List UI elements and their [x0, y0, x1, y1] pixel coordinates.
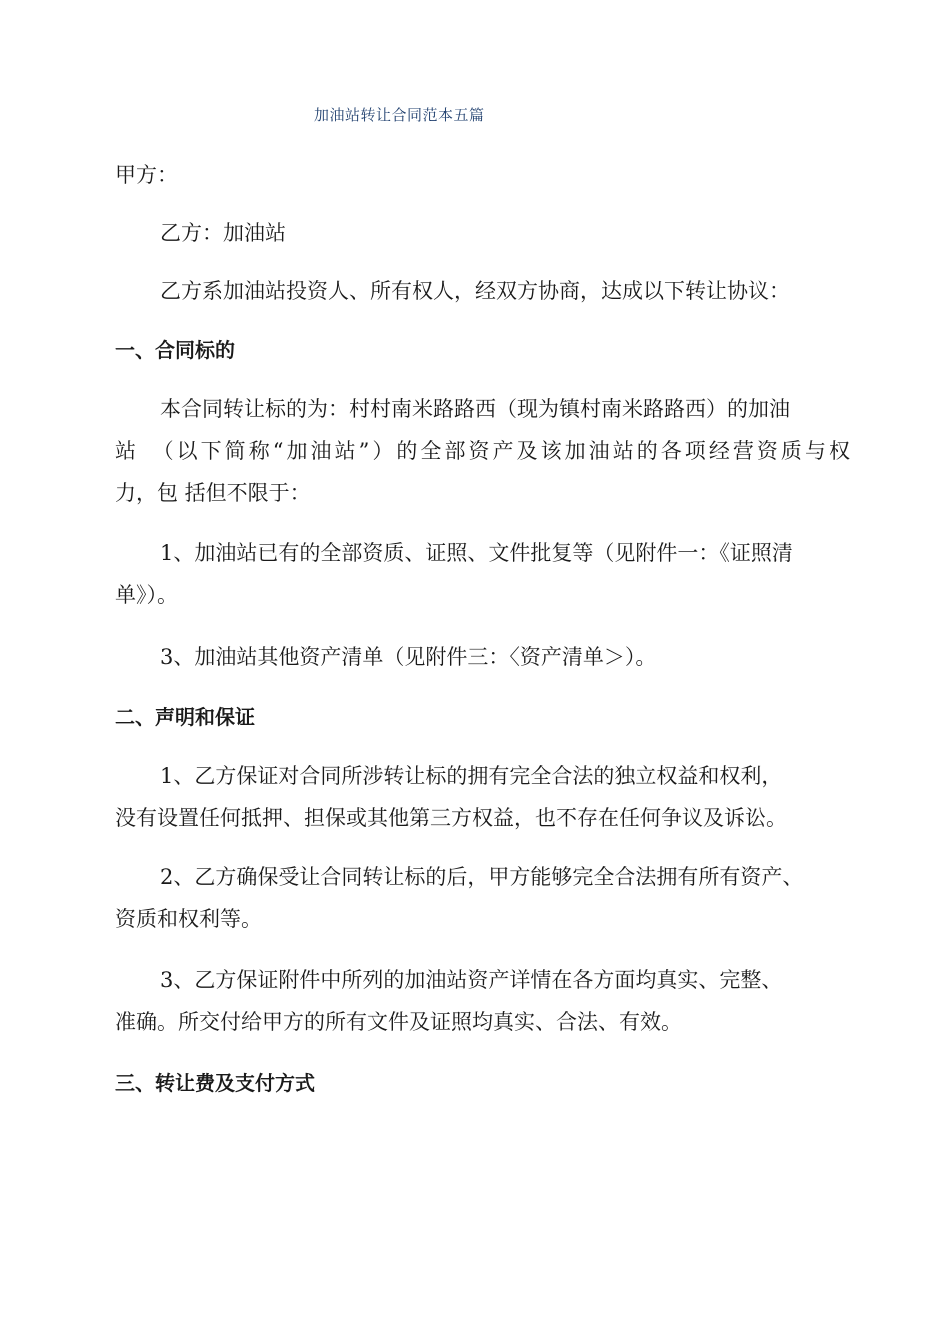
paragraph-line: 站 （以下简称“加油站”）的全部资产及该加油站的各项经营资质与权: [115, 439, 850, 463]
paragraph-line: 1、乙方保证对合同所涉转让标的拥有完全合法的独立权益和权利，: [160, 764, 783, 788]
paragraph-line: 本合同转让标的为：村村南米路路西（现为镇村南米路路西）的加油: [160, 397, 790, 421]
paragraph-line: 准确。所交付给甲方的所有文件及证照均真实、合法、有效。: [115, 1010, 682, 1034]
intro-paragraph: 乙方系加油站投资人、所有权人，经双方协商，达成以下转让协议：: [160, 279, 790, 303]
paragraph-line: 1、加油站已有的全部资质、证照、文件批复等（见附件一：《证照清: [160, 541, 793, 565]
section1-heading: 一、合同标的: [115, 338, 235, 362]
section2-heading: 二、声明和保证: [115, 705, 255, 729]
paragraph-line: 单》）。: [115, 583, 178, 607]
section2-item3: [115, 959, 850, 1043]
party-a-line: 甲方：: [115, 163, 178, 187]
section1-item3: 3、加油站其他资产清单（见附件三：〈资产清单＞）。: [160, 645, 657, 669]
section2-item2: [115, 856, 850, 940]
section2-item1: [115, 755, 850, 839]
section1-item1: [115, 532, 850, 616]
paragraph-line: 没有设置任何抵押、担保或其他第三方权益，也不存在任何争议及诉讼。: [115, 806, 787, 830]
party-b-line: 乙方：加油站: [160, 221, 286, 245]
section3-heading: 三、转让费及支付方式: [115, 1071, 315, 1095]
paragraph-line: 3、乙方保证附件中所列的加油站资产详情在各方面均真实、完整、: [160, 968, 783, 992]
paragraph-line: 资质和权利等。: [115, 907, 262, 931]
document-title: 加油站转让合同范本五篇: [314, 106, 485, 124]
paragraph-line: 力，包 括但不限于：: [115, 481, 311, 505]
paragraph-line: 2、乙方确保受让合同转让标的后，甲方能够完全合法拥有所有资产、: [160, 865, 804, 889]
section1-paragraph: [115, 388, 850, 514]
